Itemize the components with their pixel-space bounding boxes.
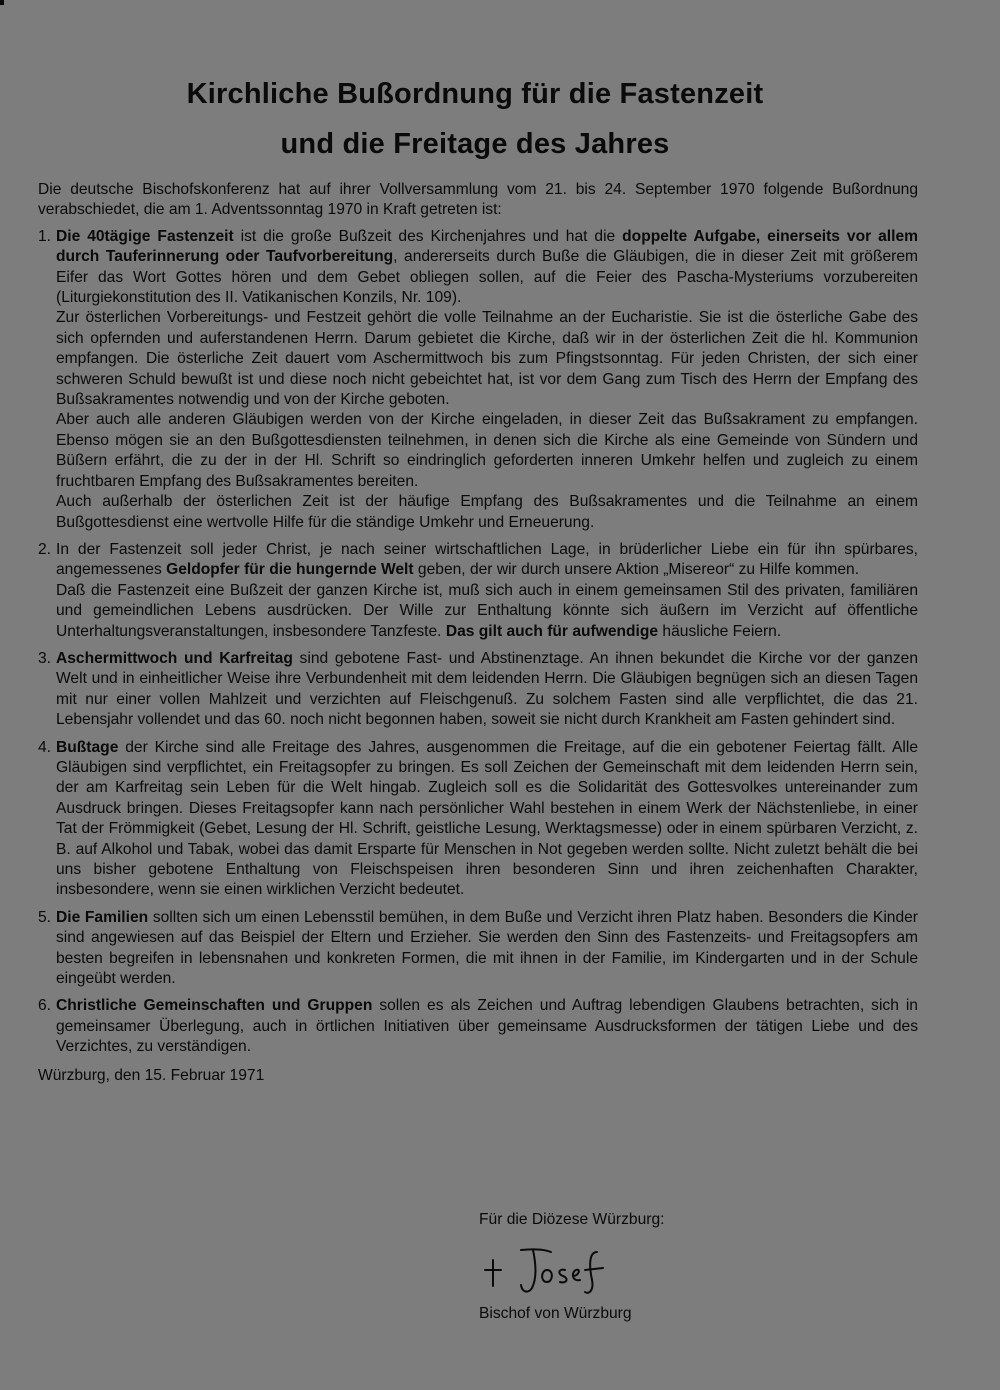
intro-paragraph: Die deutsche Bischofskonferenz hat auf ihrer Vollversammlung vom 21. bis 24. September 1970 folgende Bußordnung verabschiedet, die am 1. Adventssonntag 1970 in Kraft getreten ist: (38, 181, 918, 219)
list-item-1 (38, 227, 918, 533)
item-2-paragraph-1 (56, 540, 918, 581)
title-line-1: Kirchliche Bußordnung für die Fastenzeit (186, 78, 764, 111)
item-2-text-cont: geben, der wir durch unsere Aktion „Misereor“ zu Hilfe kommen. (413, 561, 860, 579)
title-line-2: und die Freitage des Jahres (280, 128, 670, 161)
item-1-paragraph-3: Aber auch alle anderen Gläubigen werden von der Kirche eingeladen, in dieser Zeit das Bußsakrament zu empfangen. Ebenso mögen sie an den Bußgottesdiensten teilnehmen, in denen sich die Kirche als eine Gemeinde von Sündern und Büßern erfährt, die zu der in der Hl. Schrift so eindringlich geforderten inneren Umkehr helfen und zugleich zu einem fruchtbaren Empfang des Bußsakramentes bereiten. (56, 411, 918, 490)
item-1-text: ist die große Bußzeit des Kirchenjahres und hat die (233, 227, 623, 245)
item-1-bold-phrase: doppelte Aufgabe, einerseits vor allem durch Tauferinnerung oder Taufvorbereitung (56, 227, 918, 266)
item-6-lead: Christliche Gemeinschaften und Gruppen (56, 997, 373, 1015)
item-number: 4. (38, 738, 52, 756)
item-6-paragraph-1 (56, 996, 918, 1057)
scan-corner-mark (0, 0, 4, 5)
item-5-lead: Die Familien (56, 908, 149, 926)
item-number: 1. (38, 227, 52, 245)
item-number: 3. (38, 649, 52, 667)
item-2-paragraph-2 (56, 581, 918, 642)
item-2-bold-phrase: Geldopfer für die hungernde Welt (166, 561, 414, 579)
item-number: 6. (38, 997, 52, 1015)
item-5-paragraph-1 (56, 908, 918, 990)
document-title (0, 69, 950, 169)
item-1-paragraph-4: Auch außerhalb der österlichen Zeit ist der häufige Empfang des Bußsakramentes und die Teilnahme an einem Bußgottesdienst eine wertvolle Hilfe für die ständige Umkehr und Erneuerung. (56, 493, 918, 531)
item-2-text-2-cont: häusliche Feiern. (658, 622, 782, 640)
item-4-lead: Bußtage (56, 738, 119, 756)
list-item-4 (38, 738, 918, 901)
item-2-bold-phrase-2: Das gilt auch für aufwendige (445, 622, 659, 640)
list-item-2 (38, 540, 918, 642)
place-date: Würzburg, den 15. Februar 1971 (38, 1066, 265, 1084)
item-1-text-cont: , andererseits durch Buße die Gläubigen, die in dieser Zeit mit größerem Eifer das Wort Gottes hören und dem Gebet obliegen sollen, auf die Feier des Pascha-Mysteriums vorzubereiten (Liturgiekonstitution des II. Vatikanischen Konzils, Nr. 109). (56, 248, 918, 307)
item-6-text: sollen es als Zeichen und Auftrag lebendigen Glaubens betrachten, sich in gemeinsamer Überlegung, auch in örtlichen Initiativen über gemeinsame Ausdrucksformen der tätigen Liebe und des Verzichtes, zu verständigen. (56, 997, 918, 1056)
item-number: 5. (38, 908, 52, 926)
list-item-6 (38, 996, 918, 1057)
numbered-list (38, 227, 918, 1058)
signature-for-line: Für die Diözese Würzburg: (479, 1211, 665, 1228)
item-4-text: der Kirche sind alle Freitage des Jahres, ausgenommen die Freitage, auf die ein gebotener Feiertag fällt. Alle Gläubigen sind verpflichtet, ein Freitagsopfer zu bringen. Es soll Zeichen der Gemeinschaft mit dem leidenden Herrn sein, der am Karfreitag sein Leben für die Welt hingab. Zugleich soll es die Solidarität des Gottesvolkes untereinander zum Ausdruck bringen. Dieses Freitagsopfer kann nach persönlicher Wahl bestehen in einem Werk der Nächstenliebe, in einer Tat der Frömmigkeit (Gebet, Lesung der Hl. Schrift, geistliche Lesung, Werktagsmesse) oder in einem spürbaren Verzicht, z. B. auf Alkohol und Tabak, wobei das damit Ersparte für Menschen in Not gegeben werden sollte. Nicht zuletzt behält die bei uns bisher gebotene Enthaltung von Fleischspeisen ihren besonderen Sinn und ihren zeichenhaften Charakter, insbesondere, wenn sie einen wirklichen Verzicht bedeutet. (56, 738, 918, 899)
item-1-lead: Die 40tägige Fastenzeit (56, 227, 234, 245)
item-3-lead: Aschermittwoch und Karfreitag (56, 649, 293, 667)
item-2-text-2: Daß die Fastenzeit eine Bußzeit der ganzen Kirche ist, muß sich auch in einem gemeinsamen Stil des privaten, familiären und gemeindlichen Lebens ausdrücken. Der Wille zur Enthaltung könnte sich äußern im Verzicht auf öffentliche Unterhaltungsveranstaltungen, insbesondere Tanzfeste. (56, 581, 918, 640)
signature-block (479, 1210, 664, 1324)
list-item-3 (38, 649, 918, 731)
item-3-paragraph-1 (56, 649, 918, 731)
item-2-text: In der Fastenzeit soll jeder Christ, je nach seiner wirtschaftlichen Lage, in brüderlicher Liebe ein für ihn spürbares, angemessenes (56, 540, 918, 579)
item-5-text: sollten sich um einen Lebensstil bemühen, in dem Buße und Verzicht ihren Platz haben. Besonders die Kinder sind angewiesen auf das Beispiel der Eltern und Erzieher. Sie werden den Sinn des Fastenzeits- und Freitagsopfers am besten begreifen in lebensnahen und konkreten Formen, die mit ihnen in der Familie, im Kindergarten und in der Schule eingeübt werden. (56, 908, 918, 988)
item-1-paragraph-1 (56, 227, 918, 309)
item-number: 2. (38, 540, 52, 558)
signature-role: Bischof von Würzburg (479, 1305, 632, 1322)
list-item-5 (38, 908, 918, 990)
item-1-paragraph-2: Zur österlichen Vorbereitungs- und Festzeit gehört die volle Teilnahme an der Eucharistie. Sie ist die österliche Gabe des sich opfernden und auferstandenen Herrn. Darum gebietet die Kirche, daß wir in der österlichen Zeit die hl. Kommunion empfangen. Die österliche Zeit dauert vom Aschermittwoch bis zum Pfingstsonntag. Für jeden Christen, der sich einer schweren Schuld bewußt ist und diese noch nicht gebeichtet hat, ist vor dem Gang zum Tisch des Herrn der Empfang des Bußsakramentes notwendig und von der Kirche geboten. (56, 309, 918, 409)
item-3-text: sind gebotene Fast- und Abstinenztage. An ihnen bekundet die Kirche vor der ganzen Welt und in einheitlicher Weise ihre Verbundenheit mit dem leidenden Herrn. Die Gläubigen begnügen sich an diesen Tagen mit nur einer vollen Mahlzeit und verzichten auf Fleischgenuß. Zu solchem Fasten sind alle verpflichtet, die das 21. Lebensjahr vollendet und das 60. noch nicht begonnen haben, soweit sie nicht durch Krankheit am Fasten gehindert sind. (56, 649, 918, 729)
item-4-paragraph-1 (56, 738, 918, 901)
handwritten-signature (479, 1240, 619, 1296)
document-body (38, 180, 918, 1102)
